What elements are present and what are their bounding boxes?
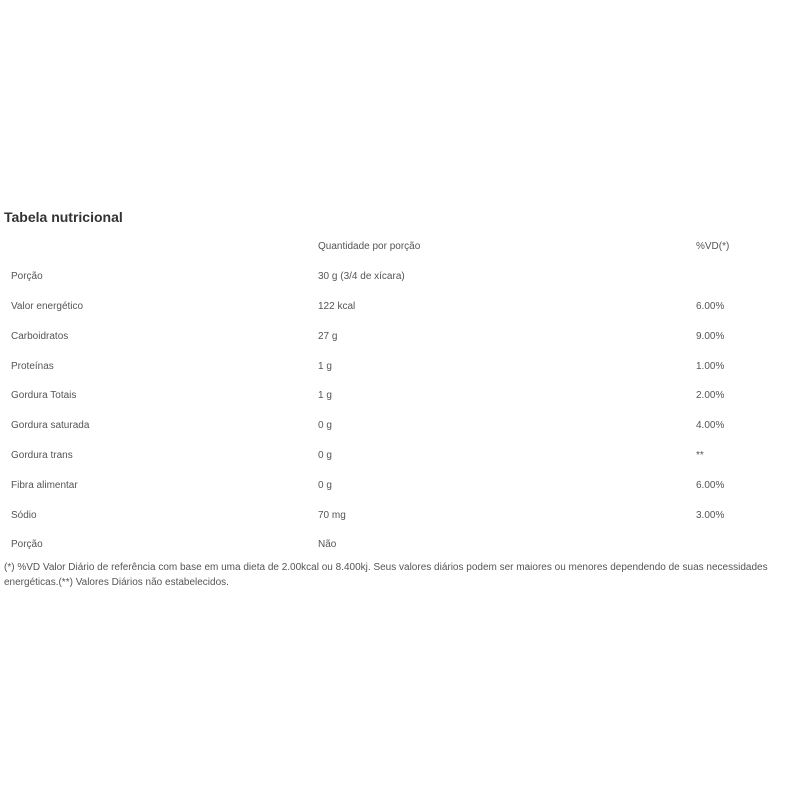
nutrient-name: Proteínas <box>11 360 54 372</box>
table-row <box>4 262 764 292</box>
table-row <box>4 321 764 351</box>
header-nutrient <box>4 232 318 262</box>
table-row <box>4 500 764 530</box>
nutrient-daily-value: 2.00% <box>696 390 725 402</box>
nutrient-daily-value: 4.00% <box>696 420 725 432</box>
nutrient-daily-value: 1.00% <box>696 360 725 372</box>
nutrient-name: Gordura trans <box>11 449 73 461</box>
nutrient-quantity: Não <box>318 539 337 551</box>
nutrient-quantity: 1 g <box>318 360 332 372</box>
page-title: Tabela nutricional <box>4 209 123 225</box>
nutrient-name: Porção <box>11 271 43 283</box>
header-daily-value: %VD(*) <box>696 241 730 253</box>
nutrient-daily-value: 6.00% <box>696 479 725 491</box>
nutrition-table <box>4 232 764 560</box>
nutrient-quantity: 27 g <box>318 330 338 342</box>
footnote: (*) %VD Valor Diário de referência com base em uma dieta de 2.00kcal ou 8.400kj. Seus valores diários podem ser maiores ou menores dependendo de suas necessidades energéticas.(**) Valores Diários não estabelecidos. <box>4 562 768 588</box>
nutrient-name: Gordura saturada <box>11 420 90 432</box>
table-row <box>4 470 764 500</box>
nutrient-daily-value: 3.00% <box>696 509 725 521</box>
table-row <box>4 381 764 411</box>
nutrient-name: Fibra alimentar <box>11 479 78 491</box>
nutrient-name: Sódio <box>11 509 37 521</box>
nutrient-quantity: 0 g <box>318 479 332 491</box>
nutrient-quantity: 0 g <box>318 449 332 461</box>
nutrient-quantity: 30 g (3/4 de xícara) <box>318 271 405 283</box>
nutrient-daily-value: 6.00% <box>696 300 725 312</box>
nutrient-daily-value <box>696 262 764 292</box>
table-row <box>4 411 764 441</box>
nutrient-name: Porção <box>11 539 43 551</box>
nutrient-quantity: 70 mg <box>318 509 346 521</box>
nutrient-daily-value: ** <box>696 449 704 461</box>
nutrient-daily-value: 9.00% <box>696 330 725 342</box>
table-row <box>4 292 764 322</box>
table-header-row <box>4 232 764 262</box>
nutrient-quantity: 1 g <box>318 390 332 402</box>
nutrient-daily-value <box>696 530 764 560</box>
nutrient-name: Valor energético <box>11 300 84 312</box>
nutrient-name: Gordura Totais <box>11 390 77 402</box>
table-row <box>4 441 764 471</box>
nutrient-quantity: 0 g <box>318 420 332 432</box>
header-quantity: Quantidade por porção <box>318 241 421 253</box>
nutrient-quantity: 122 kcal <box>318 300 356 312</box>
table-row <box>4 351 764 381</box>
nutrient-name: Carboidratos <box>11 330 69 342</box>
table-row <box>4 530 764 560</box>
